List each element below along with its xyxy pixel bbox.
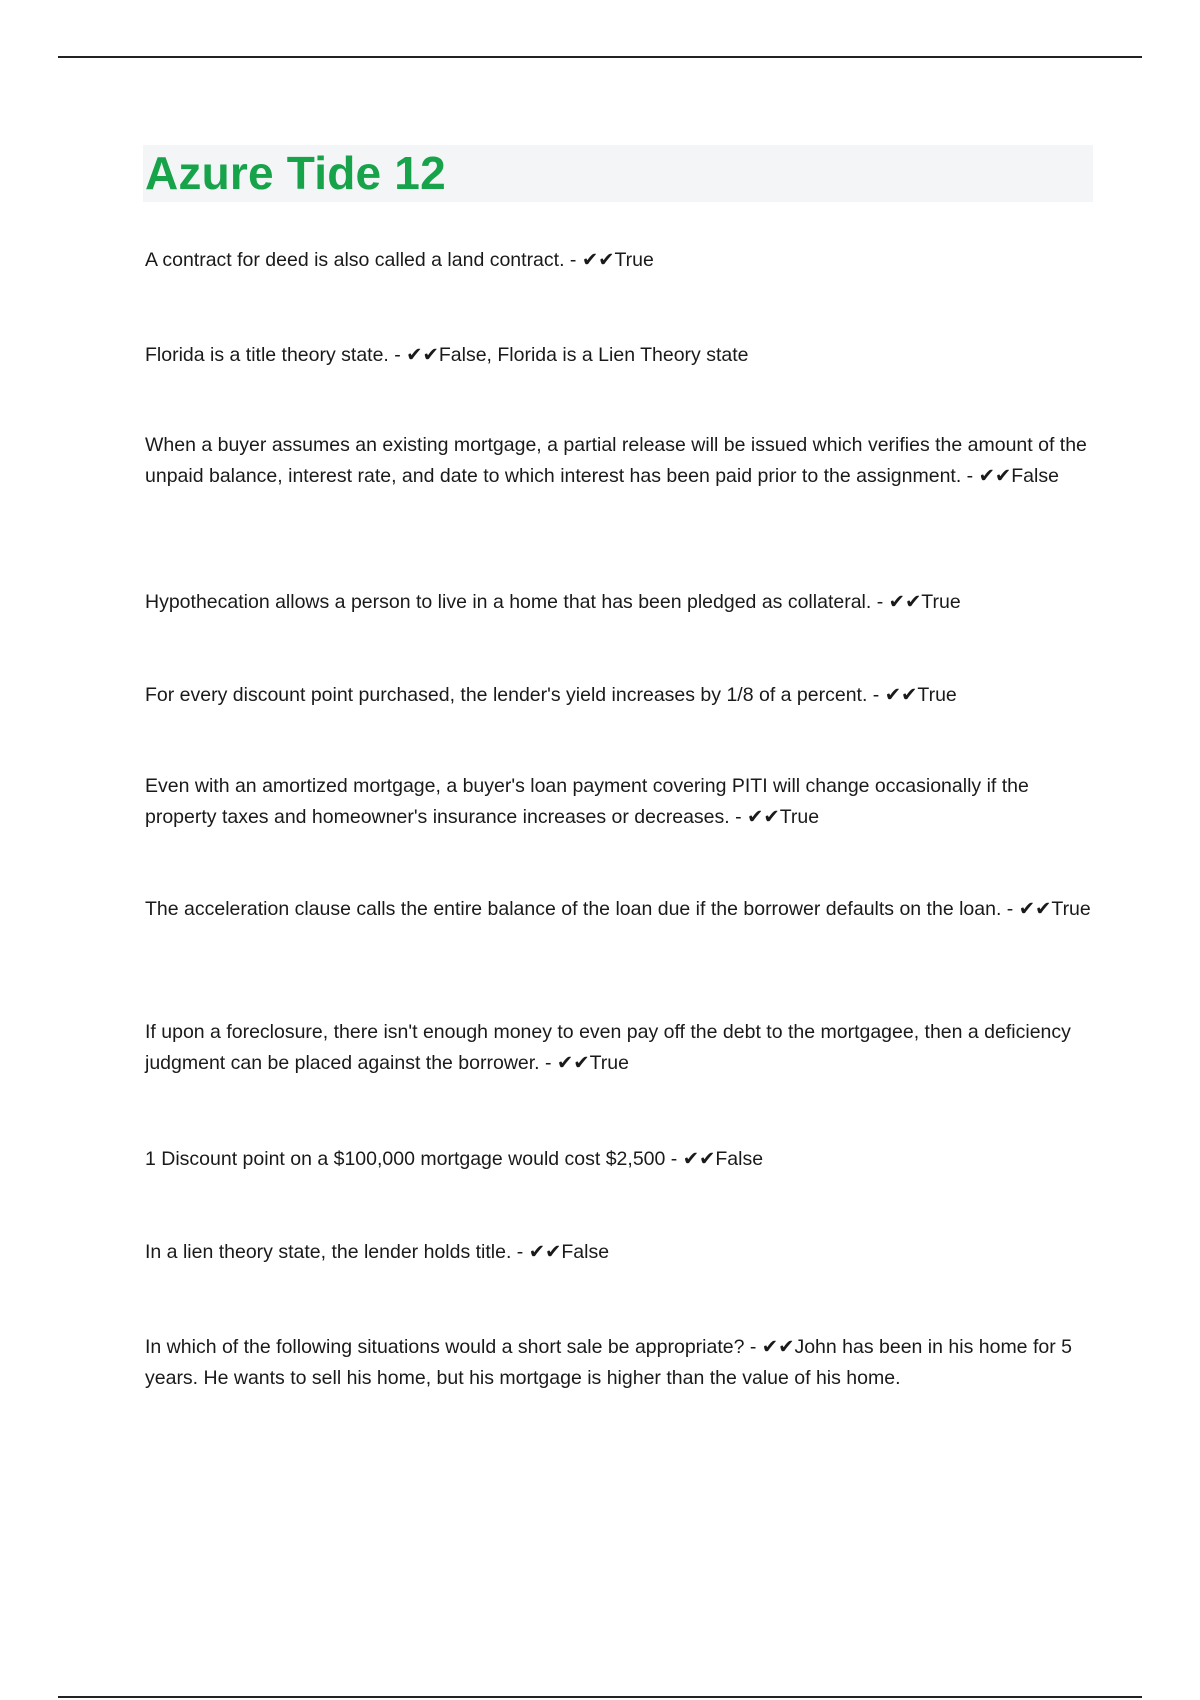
qa-item-2: Florida is a title theory state. - ✔✔False, Florida is a Lien Theory state bbox=[145, 344, 749, 366]
qa-item-10: In a lien theory state, the lender holds title. - ✔✔False bbox=[145, 1241, 610, 1263]
qa-item-4: Hypothecation allows a person to live in a home that has been pledged as collateral. - ✔✔True bbox=[145, 591, 961, 613]
qa-item-1: A contract for deed is also called a land contract. - ✔✔True bbox=[145, 249, 654, 271]
document-title: Azure Tide 12 bbox=[145, 147, 446, 199]
qa-item-7: The acceleration clause calls the entire balance of the loan due if the borrower defaults on the loan. - ✔✔True bbox=[145, 898, 1091, 920]
qa-item-6: Even with an amortized mortgage, a buyer's loan payment covering PITI will change occasionally if the property taxes and homeowner's insurance increases or decreases. - ✔✔True bbox=[145, 775, 1029, 828]
qa-item-5: For every discount point purchased, the lender's yield increases by 1/8 of a percent. - ✔✔True bbox=[145, 684, 957, 706]
top-rule bbox=[58, 56, 1142, 58]
qa-item-9: 1 Discount point on a $100,000 mortgage would cost $2,500 - ✔✔False bbox=[145, 1148, 764, 1170]
qa-item-3: When a buyer assumes an existing mortgage, a partial release will be issued which verifies the amount of the unpaid balance, interest rate, and date to which interest has been paid prior to the assignment. - ✔✔False bbox=[145, 434, 1087, 487]
bottom-rule bbox=[58, 1696, 1142, 1698]
qa-item-8: If upon a foreclosure, there isn't enough money to even pay off the debt to the mortgagee, then a deficiency judgment can be placed against the borrower. - ✔✔True bbox=[145, 1021, 1071, 1074]
qa-item-11: In which of the following situations would a short sale be appropriate? - ✔✔John has been in his home for 5 years. He wants to sell his home, but his mortgage is higher than the value of his home. bbox=[145, 1336, 1072, 1389]
